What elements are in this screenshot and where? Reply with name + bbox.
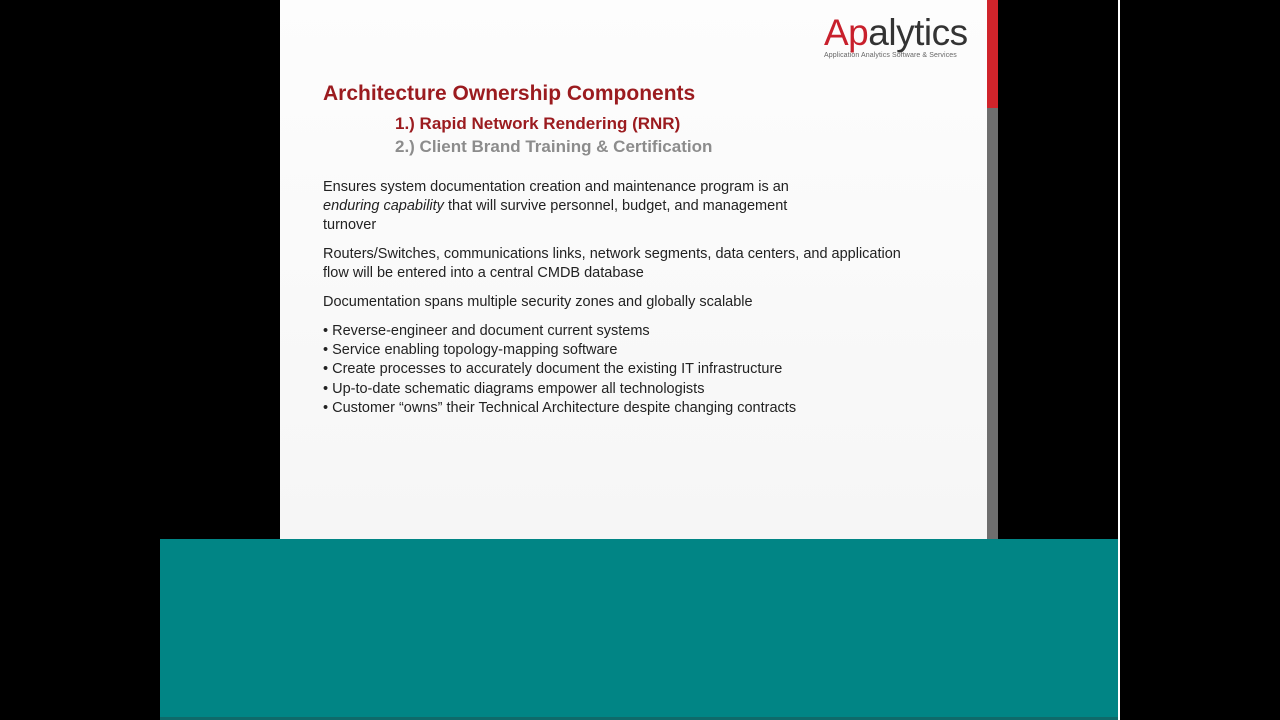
logo-rest: alytics bbox=[868, 12, 968, 53]
list-item: • Reverse-engineer and document current systems bbox=[323, 323, 650, 339]
teal-lower-panel bbox=[160, 539, 1118, 720]
paragraph-1-emphasis: enduring capability bbox=[323, 198, 444, 214]
slide-accent-bar-red bbox=[987, 0, 998, 108]
logo-ap: Ap bbox=[824, 12, 869, 53]
paragraph-1-line-2: that will survive personnel, budget, and management bbox=[443, 198, 788, 214]
logo-wordmark bbox=[824, 12, 968, 54]
paragraph-security-zones: Documentation spans multiple security zones and globally scalable bbox=[323, 294, 753, 310]
paragraph-cmdb: Routers/Switches, communications links, network segments, data centers, and application flow will be entered into a central CMDB database bbox=[323, 246, 901, 281]
list-item: • Create processes to accurately document the existing IT infrastructure bbox=[323, 361, 783, 378]
list-item: • Service enabling topology-mapping software bbox=[323, 342, 618, 359]
paragraph-documentation-program bbox=[323, 178, 903, 235]
bullet-list bbox=[323, 322, 796, 418]
frame-divider bbox=[1118, 0, 1120, 720]
slide-subtitle-rnr: 1.) Rapid Network Rendering (RNR) bbox=[395, 114, 681, 133]
apalytics-logo bbox=[824, 12, 974, 64]
logo-tagline: Application Analytics Software & Services bbox=[824, 52, 957, 59]
slide-subtitle-training: 2.) Client Brand Training & Certification bbox=[395, 137, 713, 156]
slide-accent-bar-grey bbox=[987, 108, 998, 540]
paragraph-1-line-3: turnover bbox=[323, 217, 377, 233]
slide-title: Architecture Ownership Components bbox=[323, 82, 696, 105]
paragraph-1-line-1: Ensures system documentation creation and maintenance program is an bbox=[323, 179, 789, 195]
list-item: • Up-to-date schematic diagrams empower all technologists bbox=[323, 380, 705, 397]
list-item: • Customer “owns” their Technical Architecture despite changing contracts bbox=[323, 399, 797, 416]
